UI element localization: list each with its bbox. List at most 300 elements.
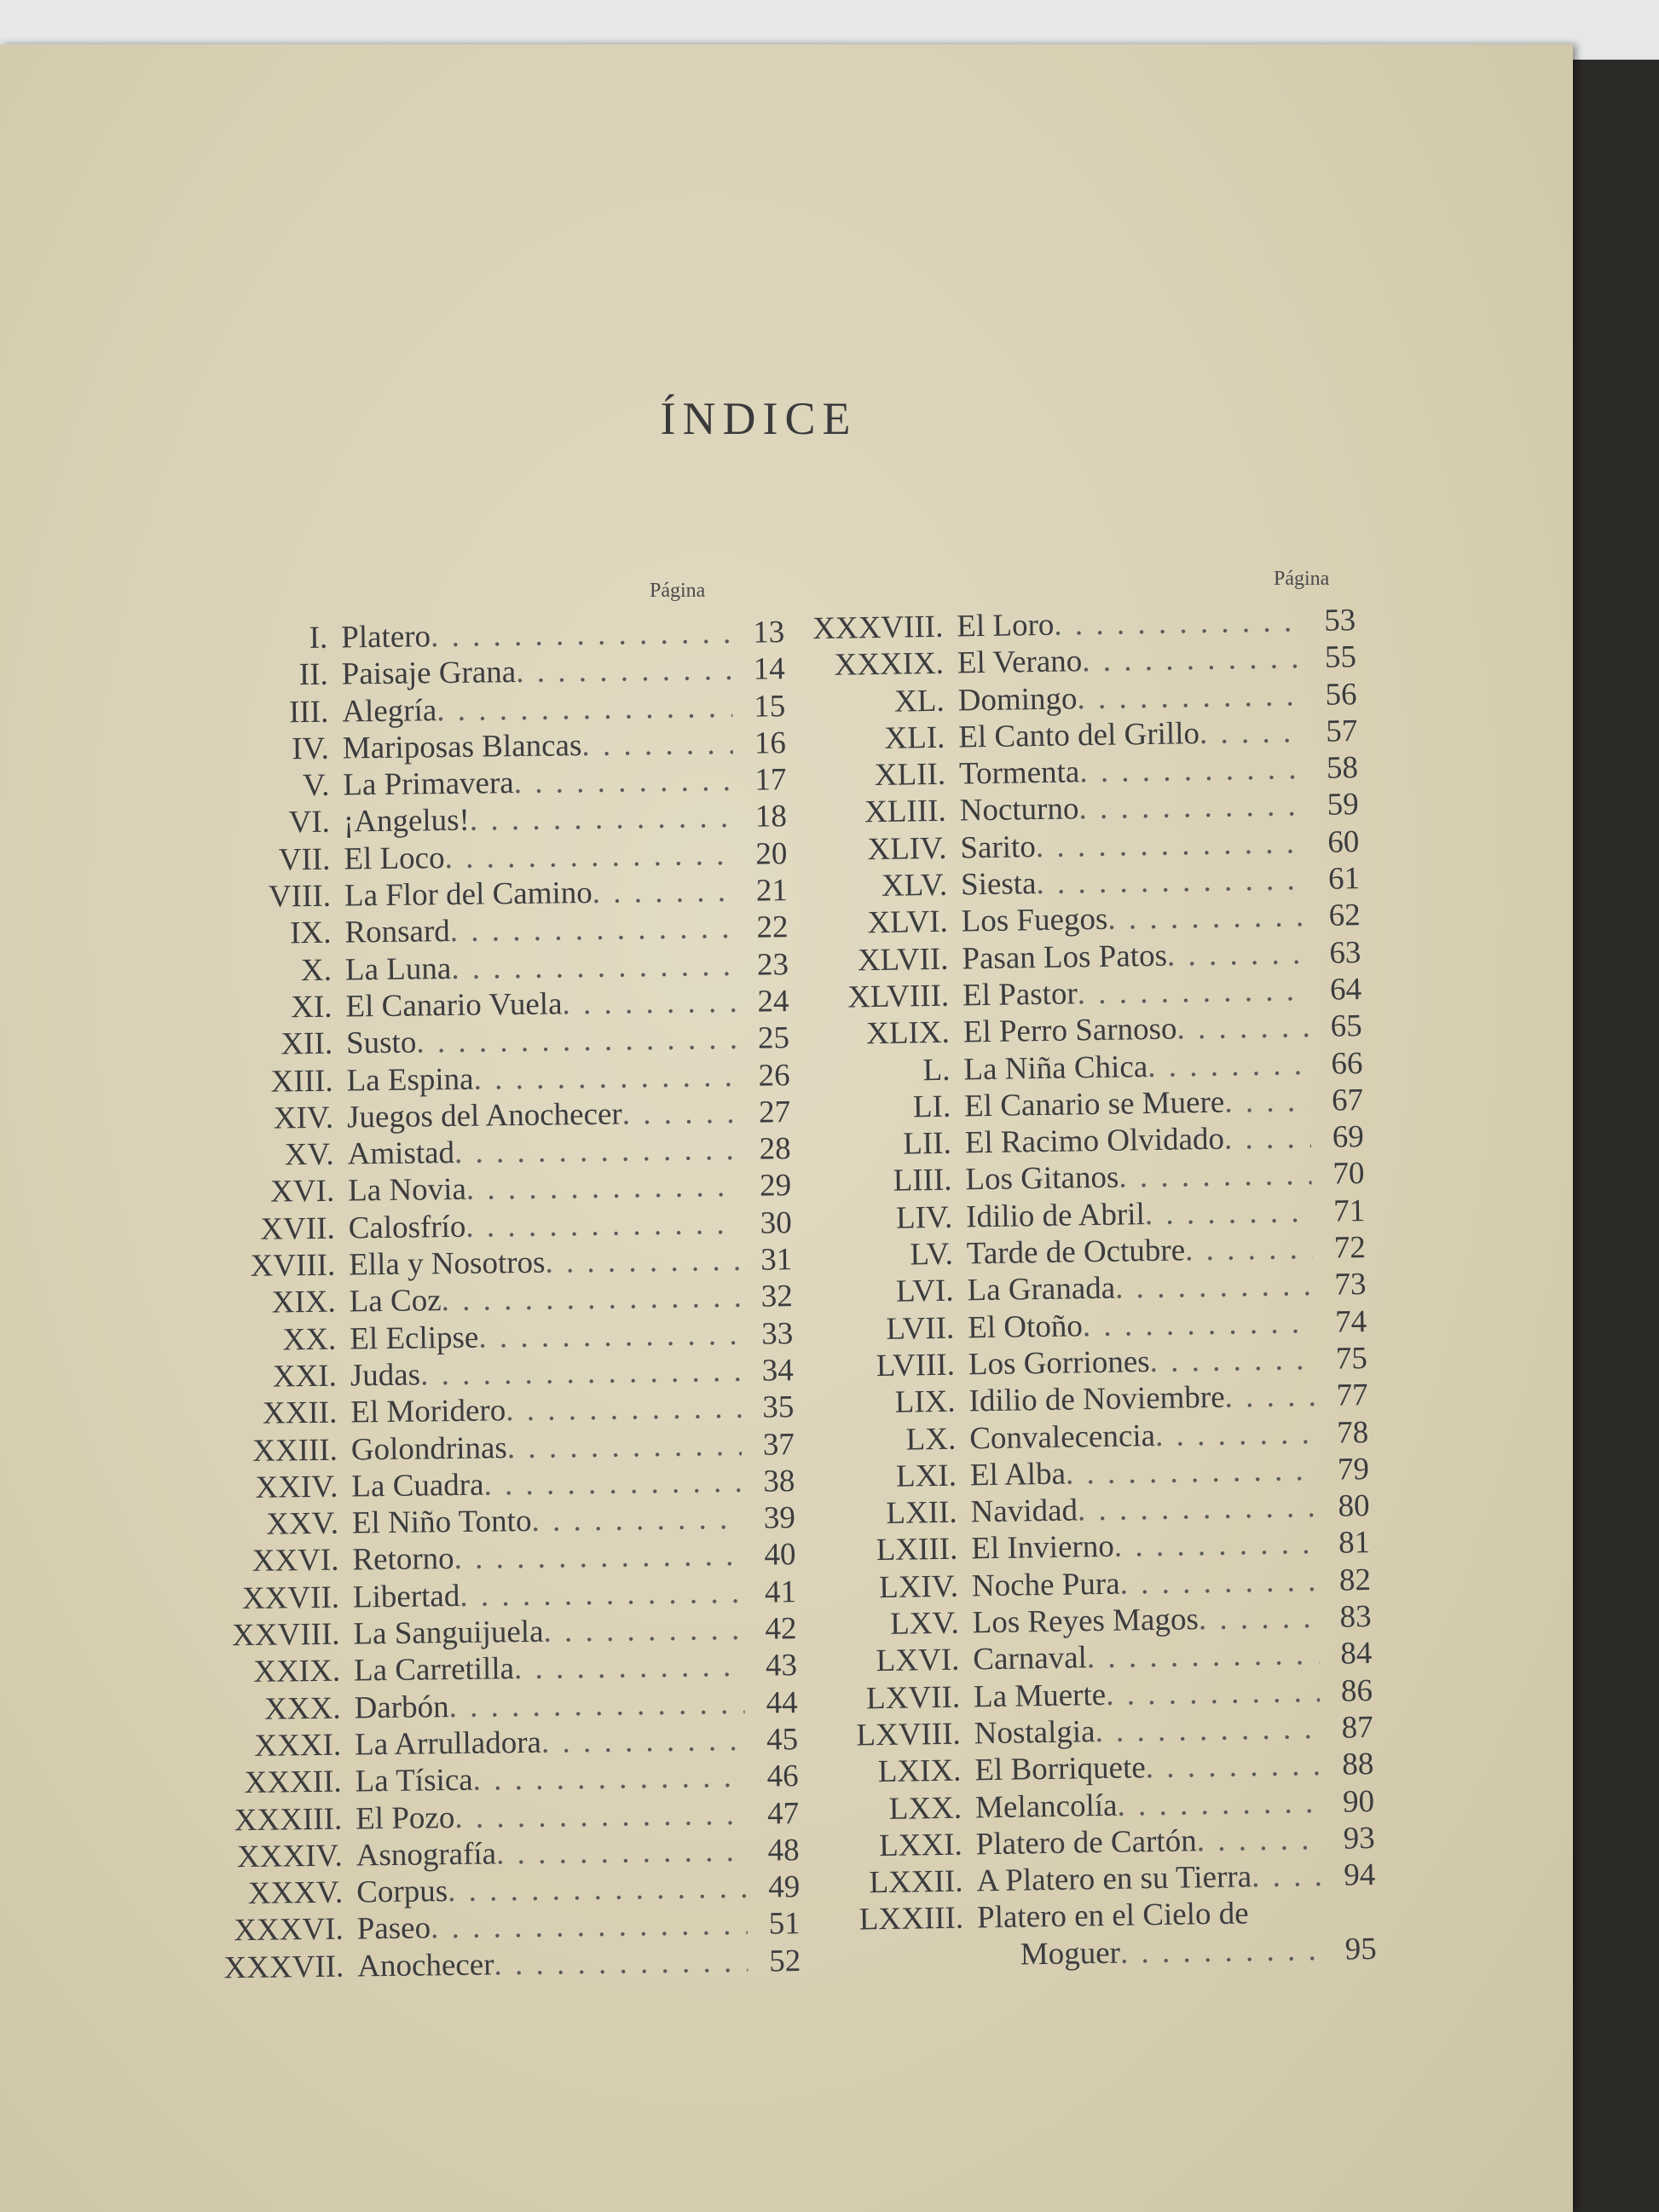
chapter-title: Los Fuegos [961, 902, 1108, 939]
dot-leader [1082, 639, 1304, 679]
page-number: 26 [758, 1057, 790, 1094]
page-number [1323, 1921, 1376, 1922]
dot-leader [478, 1316, 740, 1356]
dot-leader [1119, 1157, 1312, 1197]
page-number: 87 [1341, 1709, 1373, 1746]
page-number: 61 [1327, 861, 1361, 897]
dot-leader [1224, 1083, 1311, 1121]
chapter-title: Platero en el Cielo de [976, 1896, 1249, 1936]
page-number: 46 [766, 1759, 799, 1794]
chapter-number: LV. [910, 1236, 954, 1273]
chapter-title: Los Gitanos [965, 1160, 1119, 1198]
page-number: 38 [763, 1463, 795, 1499]
chapter-number: VI. [288, 805, 331, 840]
dot-leader [1077, 972, 1309, 1012]
dot-leader [1113, 1525, 1317, 1565]
chapter-number: XVII. [260, 1210, 335, 1247]
chapter-title: Convalecencia [968, 1418, 1156, 1456]
chapter-title: El Eclipse [350, 1320, 479, 1357]
chapter-title: Retorno [352, 1541, 454, 1578]
dot-leader [562, 984, 737, 1022]
dot-leader [1035, 824, 1306, 865]
chapter-title: Moguer [1020, 1935, 1121, 1972]
chapter-title: El Borriquete [974, 1750, 1147, 1788]
chapter-number: XXXVI. [234, 1912, 344, 1949]
page-number: 74 [1334, 1303, 1367, 1340]
chapter-number: IX. [289, 915, 332, 951]
page-number: 48 [767, 1832, 800, 1868]
chapter-number: LXV. [889, 1605, 959, 1642]
chapter-number: LII. [903, 1125, 952, 1162]
chapter-title: El Moridero [350, 1393, 506, 1430]
dot-leader [1198, 1599, 1319, 1637]
page-number: 40 [764, 1537, 796, 1573]
chapter-number: XII. [280, 1025, 333, 1062]
chapter-number: LXIX. [877, 1753, 962, 1790]
page-number: 73 [1334, 1267, 1367, 1302]
chapter-title: Idilio de Abril [965, 1196, 1146, 1235]
chapter-number: XXIV. [255, 1469, 338, 1505]
chapter-number: XLIII. [864, 794, 947, 830]
chapter-number: XXXII. [244, 1764, 342, 1801]
dot-leader [1145, 1747, 1321, 1786]
chapter-number: XXI. [272, 1358, 338, 1395]
dot-leader [507, 1426, 743, 1465]
chapter-title: La Sanguijuela [353, 1614, 544, 1652]
page-number: 33 [761, 1315, 794, 1352]
chapter-number: LXXII. [869, 1863, 963, 1901]
chapter-title: Platero [340, 619, 431, 656]
page-column-label-left: Página [650, 580, 706, 602]
chapter-number: LX. [905, 1421, 957, 1458]
index-entry [187, 1943, 801, 1987]
dot-leader [436, 689, 733, 729]
dot-leader [1079, 750, 1305, 790]
dot-leader [543, 1611, 744, 1650]
chapter-title: Los Reyes Magos [972, 1602, 1199, 1641]
chapter-number: XXII. [262, 1395, 338, 1431]
chapter-number: XXVI. [251, 1543, 339, 1580]
chapter-title: Darbón [354, 1689, 449, 1726]
chapter-number: LXVI. [876, 1642, 960, 1679]
dot-leader [1224, 1377, 1315, 1416]
page-number: 13 [752, 615, 785, 650]
chapter-number: III. [288, 694, 329, 730]
page-number: 55 [1324, 639, 1357, 676]
page-number: 52 [769, 1943, 801, 1979]
page-number: 28 [759, 1131, 791, 1167]
chapter-title: Siesta [960, 866, 1037, 903]
chapter-number: XLII. [874, 756, 946, 794]
chapter-number: XL. [893, 683, 945, 719]
chapter-number: XV. [284, 1136, 334, 1173]
chapter-number: LXIV. [878, 1568, 959, 1605]
index-column-left [171, 614, 801, 1987]
dot-leader [1185, 1230, 1313, 1268]
page-number: 62 [1328, 898, 1361, 934]
page-number: 83 [1339, 1599, 1372, 1635]
chapter-number: XXX. [263, 1690, 341, 1727]
chapter-title: Golondrinas [350, 1429, 508, 1468]
chapter-title: Tarde de Octubre [966, 1233, 1186, 1272]
page-number: 60 [1327, 823, 1360, 860]
chapter-title: El Loro [956, 607, 1055, 644]
dot-leader [531, 1500, 743, 1539]
chapter-number: VIII. [268, 878, 332, 915]
page-number: 47 [766, 1795, 800, 1832]
page-number: 41 [764, 1574, 797, 1610]
chapter-title: La Granada [967, 1271, 1116, 1308]
chapter-title: Ronsard [344, 914, 451, 950]
dot-leader [1106, 1673, 1321, 1713]
page-number: 56 [1325, 676, 1357, 713]
chapter-number: XXXVIII. [812, 609, 944, 647]
chapter-title: La Carretilla [353, 1651, 515, 1689]
page-number: 14 [753, 651, 785, 687]
dot-leader [1176, 1008, 1309, 1047]
page-title: ÍNDICE [660, 393, 858, 444]
dot-leader [1196, 1821, 1322, 1859]
page-number: 75 [1335, 1340, 1368, 1377]
dot-leader [1078, 1488, 1317, 1528]
dot-leader [1199, 713, 1305, 752]
chapter-title: El Alba [969, 1456, 1066, 1493]
chapter-number: XXXIX. [834, 646, 945, 684]
chapter-title: El Pastor [962, 976, 1078, 1014]
chapter-number: LXX. [888, 1790, 962, 1827]
chapter-title: El Canario se Muere [963, 1084, 1225, 1124]
chapter-number: LXVII. [865, 1679, 961, 1716]
chapter-number: LVIII. [876, 1347, 956, 1384]
chapter-number: XLIX. [865, 1014, 951, 1052]
chapter-number: XLVI. [867, 904, 949, 941]
page-number: 17 [754, 762, 787, 798]
dot-leader [416, 1020, 737, 1061]
chapter-title: La Primavera [343, 765, 514, 803]
dot-leader [1149, 1341, 1315, 1380]
chapter-number: XXVIII. [231, 1616, 340, 1654]
page-number: 90 [1342, 1783, 1375, 1820]
dot-leader [420, 1353, 741, 1394]
chapter-number: XX. [282, 1321, 337, 1358]
chapter-title: Calosfrío [348, 1209, 466, 1246]
page-number: 16 [754, 725, 787, 761]
chapter-number: LXII. [886, 1494, 957, 1532]
chapter-number: LXXIII. [858, 1900, 964, 1938]
page-number: 24 [757, 984, 789, 1019]
page-number: 23 [756, 946, 789, 983]
dot-leader [431, 615, 732, 655]
page-number: 84 [1339, 1636, 1373, 1672]
chapter-number: XIV. [273, 1100, 334, 1136]
page-number: 72 [1333, 1230, 1367, 1266]
dot-leader [1087, 1636, 1320, 1676]
dot-leader [473, 1057, 737, 1097]
chapter-title: Los Gorriones [968, 1344, 1150, 1383]
chapter-title: El Canario Vuela [345, 986, 563, 1025]
page-number: 58 [1326, 750, 1359, 786]
chapter-title: Libertad [352, 1578, 460, 1615]
chapter-title: Sarito [960, 829, 1037, 866]
dot-leader [1066, 1452, 1317, 1493]
chapter-title: El Perro Sarnoso [962, 1011, 1177, 1050]
chapter-title: El Invierno [970, 1529, 1115, 1567]
page-number: 77 [1336, 1377, 1368, 1413]
page-number: 15 [754, 688, 786, 725]
chapter-number: I. [309, 620, 328, 656]
dot-leader [1083, 1304, 1315, 1344]
page-number: 79 [1337, 1451, 1370, 1487]
chapter-title: El Pozo [355, 1799, 455, 1836]
chapter-number: XI. [290, 989, 332, 1025]
dot-leader [1036, 861, 1307, 902]
chapter-number: XLIV. [867, 830, 947, 867]
chapter-number: XXXIII. [234, 1801, 343, 1838]
page-number: 44 [766, 1684, 798, 1721]
dot-leader [581, 725, 733, 764]
chapter-number: XXXV. [247, 1874, 344, 1912]
page-number: 66 [1331, 1045, 1363, 1082]
dot-leader [454, 1795, 746, 1835]
dot-leader [431, 1906, 748, 1947]
dot-leader [592, 873, 735, 911]
chapter-title: La Arrulladora [354, 1724, 542, 1763]
chapter-number: II. [298, 657, 329, 693]
dot-leader [516, 651, 732, 690]
page-number: 37 [762, 1426, 795, 1463]
chapter-title: Melancolía [974, 1788, 1118, 1825]
chapter-title: Anochecer [357, 1947, 494, 1984]
dot-leader [1167, 935, 1309, 974]
chapter-title: La Espina [346, 1061, 474, 1099]
chapter-title: El Otoño [967, 1308, 1084, 1346]
chapter-number: XIX. [271, 1285, 337, 1320]
dot-leader [448, 1869, 748, 1909]
page-column-label-right: Página [1274, 568, 1330, 590]
page-number: 69 [1332, 1119, 1365, 1155]
dot-leader [1078, 788, 1306, 828]
dot-leader [454, 1537, 743, 1577]
chapter-title: A Platero en su Tierra [976, 1859, 1252, 1899]
chapter-title: Idilio de Noviembre [968, 1379, 1225, 1419]
chapter-number: LIV. [895, 1199, 953, 1236]
dot-leader [496, 1833, 747, 1873]
page-number: 94 [1344, 1857, 1376, 1893]
chapter-number: XIII. [270, 1063, 333, 1100]
chapter-number: L. [922, 1052, 951, 1088]
page-number: 59 [1327, 787, 1359, 823]
dot-leader [1107, 898, 1308, 938]
dot-leader [450, 910, 736, 950]
chapter-number: XLVII. [857, 941, 949, 979]
chapter-title: Pasan Los Patos [962, 938, 1168, 977]
dot-leader [444, 836, 734, 876]
page-number: 20 [755, 835, 788, 872]
dot-leader [1119, 1562, 1318, 1603]
dot-leader [545, 1242, 739, 1281]
page-number: 88 [1342, 1747, 1374, 1782]
chapter-number: XXXVII. [223, 1949, 344, 1986]
chapter-number: LIII. [893, 1163, 952, 1199]
page-number: 31 [760, 1242, 793, 1278]
page-number: 65 [1330, 1008, 1363, 1044]
chapter-title: La Muerte [973, 1677, 1107, 1714]
page-number: 49 [767, 1869, 801, 1905]
chapter-number: XXIX. [253, 1653, 341, 1690]
chapter-number: XXV. [266, 1505, 339, 1542]
dot-leader [472, 1759, 745, 1799]
chapter-number: LXXI. [878, 1827, 963, 1863]
chapter-title: Carnaval [973, 1640, 1088, 1678]
dot-leader [465, 1205, 739, 1245]
index-column-right [767, 602, 1377, 1977]
page-number: 86 [1340, 1672, 1373, 1709]
chapter-title: Amistad [347, 1135, 455, 1172]
chapter-number: XLVIII. [847, 978, 950, 1015]
chapter-title: Platero de Cartón [975, 1823, 1197, 1863]
dot-leader [1117, 1783, 1321, 1823]
page-number: 57 [1325, 713, 1358, 749]
dot-leader [494, 1943, 748, 1984]
page-number: 39 [763, 1500, 796, 1536]
dot-leader [1251, 1857, 1323, 1895]
dot-leader [1077, 677, 1304, 717]
page-number: 29 [759, 1168, 792, 1204]
chapter-title: Paseo [356, 1910, 431, 1947]
page-number: 78 [1336, 1414, 1369, 1451]
chapter-title: El Niño Tonto [351, 1504, 532, 1541]
chapter-title: El Verano [957, 644, 1083, 681]
dot-leader [454, 1131, 738, 1171]
chapter-number: LVI. [895, 1273, 954, 1310]
dot-leader [513, 762, 733, 801]
page-number: 71 [1332, 1193, 1366, 1229]
chapter-number: X. [300, 952, 332, 988]
chapter-title: Mariposas Blancas [342, 728, 582, 766]
chapter-number: LVII. [886, 1310, 955, 1347]
chapter-number: XXIII. [251, 1432, 338, 1469]
dot-leader [451, 947, 736, 987]
page-number: 18 [754, 799, 788, 835]
dot-leader [448, 1684, 745, 1724]
dot-leader [621, 1094, 737, 1133]
page-number: 34 [761, 1353, 795, 1389]
chapter-title: ¡Angelus! [343, 803, 471, 840]
dot-leader [514, 1648, 745, 1687]
dot-leader [1115, 1267, 1314, 1307]
page-number: 82 [1338, 1562, 1372, 1598]
dot-leader [1224, 1119, 1311, 1158]
page-number: 64 [1329, 972, 1362, 1008]
chapter-title: Tormenta [958, 754, 1080, 792]
page-number: 30 [760, 1204, 792, 1241]
page-number: 70 [1332, 1156, 1365, 1193]
chapter-number: LXVIII. [856, 1716, 962, 1753]
chapter-number: XXXI. [254, 1727, 342, 1764]
chapter-title: La Novia [347, 1172, 467, 1209]
page-number: 51 [768, 1906, 801, 1942]
chapter-title: La Cuadra [351, 1467, 484, 1505]
chapter-number: LIX. [894, 1383, 956, 1420]
chapter-title: Susto [345, 1025, 417, 1061]
page-number: 67 [1331, 1082, 1364, 1118]
chapter-title: El Canto del Grillo [958, 715, 1200, 755]
page-number: 43 [765, 1648, 798, 1684]
chapter-number: LXIII. [876, 1532, 958, 1568]
dot-leader [470, 799, 735, 839]
chapter-title: Domingo [957, 680, 1078, 719]
chapter-title: Paisaje Grana [341, 655, 517, 692]
chapter-number: IV. [292, 731, 330, 767]
chapter-title: Judas [350, 1357, 421, 1394]
page-number: 22 [756, 910, 789, 946]
page-number: 81 [1338, 1525, 1371, 1562]
chapter-title: El Loco [344, 840, 445, 877]
chapter-title: El Racimo Olvidado [964, 1121, 1225, 1161]
chapter-number: XXVII. [241, 1580, 340, 1616]
chapter-title: Nocturno [959, 791, 1079, 829]
dot-leader [441, 1279, 740, 1319]
page-number: 63 [1329, 934, 1361, 971]
chapter-number: XVI. [269, 1174, 335, 1210]
chapter-title: La Niña Chica [963, 1048, 1148, 1088]
chapter-number: LI. [912, 1089, 951, 1125]
chapter-title: La Tísica [355, 1762, 473, 1799]
chapter-title: Noche Pura [971, 1566, 1120, 1604]
chapter-title: Navidad [970, 1493, 1078, 1530]
chapter-number: XVIII. [250, 1247, 336, 1284]
chapter-title: La Flor del Camino [344, 875, 593, 914]
chapter-title: Corpus [356, 1874, 448, 1910]
page-number: 45 [766, 1722, 799, 1758]
page-number: 95 [1344, 1931, 1378, 1967]
dot-leader [506, 1389, 742, 1429]
page-number: 21 [755, 873, 789, 909]
page-number: 25 [757, 1020, 790, 1056]
book-page [0, 44, 1573, 2212]
chapter-title: Juegos del Anochecer [346, 1096, 622, 1135]
dot-leader [541, 1722, 746, 1761]
chapter-number: LXI. [895, 1458, 957, 1494]
chapter-title: Ella y Nosotros [348, 1245, 546, 1283]
page-number: 32 [760, 1279, 793, 1314]
chapter-number: XLI. [884, 719, 945, 756]
chapter-number: XLV. [881, 867, 948, 904]
dot-leader [1054, 603, 1304, 644]
chapter-number: VII. [278, 841, 331, 878]
chapter-title: Alegría [342, 692, 437, 730]
chapter-number: XXXIV. [236, 1838, 343, 1874]
chapter-title: La Luna [344, 950, 452, 988]
dot-leader [460, 1574, 743, 1614]
dot-leader [483, 1464, 742, 1504]
chapter-title: Nostalgia [974, 1714, 1095, 1752]
dot-leader [1144, 1193, 1312, 1233]
chapter-title: La Coz [349, 1283, 442, 1320]
page-number: 93 [1343, 1820, 1376, 1857]
chapter-title: Asnografía [356, 1836, 497, 1874]
page-number: 80 [1338, 1488, 1370, 1524]
page-number: 27 [758, 1094, 791, 1130]
page-number: 53 [1323, 603, 1356, 638]
page-number: 42 [765, 1611, 797, 1647]
dot-leader [466, 1168, 739, 1208]
page-number: 35 [762, 1389, 795, 1425]
dot-leader [1095, 1710, 1321, 1750]
dot-leader [1147, 1046, 1310, 1085]
dot-leader [1120, 1932, 1324, 1972]
chapter-number: V. [302, 767, 330, 804]
